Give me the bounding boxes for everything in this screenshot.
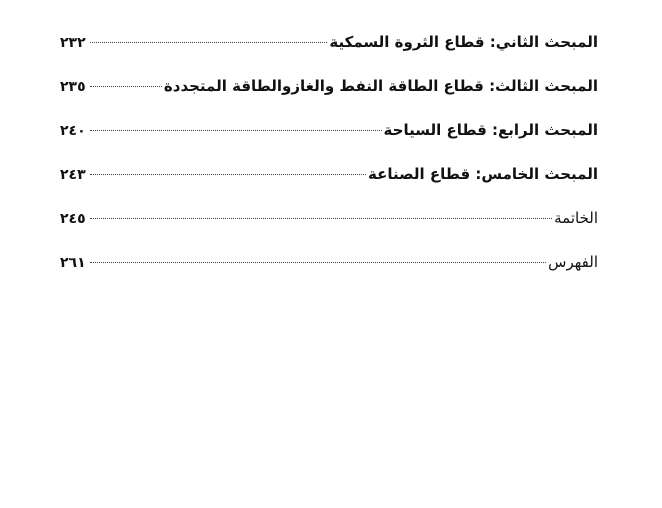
toc-entry [60, 204, 598, 248]
toc-entry-title: المبحث الخامس: قطاع الصناعة [368, 165, 598, 183]
table-of-contents [60, 28, 598, 292]
toc-entry [60, 160, 598, 204]
toc-entry [60, 248, 598, 292]
dot-leader [90, 42, 328, 43]
dot-leader [90, 86, 162, 87]
toc-entry-page-number: ٢٤٠ [60, 123, 86, 139]
dot-leader [90, 174, 366, 175]
toc-entry-title: الفهرس [548, 253, 598, 271]
dot-leader [90, 262, 547, 263]
toc-entry-title: المبحث الرابع: قطاع السياحة [383, 121, 598, 139]
toc-entry [60, 116, 598, 160]
dot-leader [90, 130, 382, 131]
dot-leader [90, 218, 552, 219]
toc-entry-page-number: ٢٦١ [60, 255, 86, 271]
toc-entry-page-number: ٢٣٥ [60, 79, 86, 95]
toc-entry-title: المبحث الثالث: قطاع الطاقة النفط والغازوالطاقة المتجددة [163, 77, 598, 95]
toc-entry [60, 72, 598, 116]
toc-entry-page-number: ٢٣٢ [60, 35, 86, 51]
toc-entry [60, 28, 598, 72]
toc-entry-title: المبحث الثاني: قطاع الثروة السمكية [329, 33, 598, 51]
toc-entry-page-number: ٢٤٣ [60, 167, 86, 183]
toc-entry-title: الخاتمة [554, 209, 598, 227]
toc-entry-page-number: ٢٤٥ [60, 211, 86, 227]
